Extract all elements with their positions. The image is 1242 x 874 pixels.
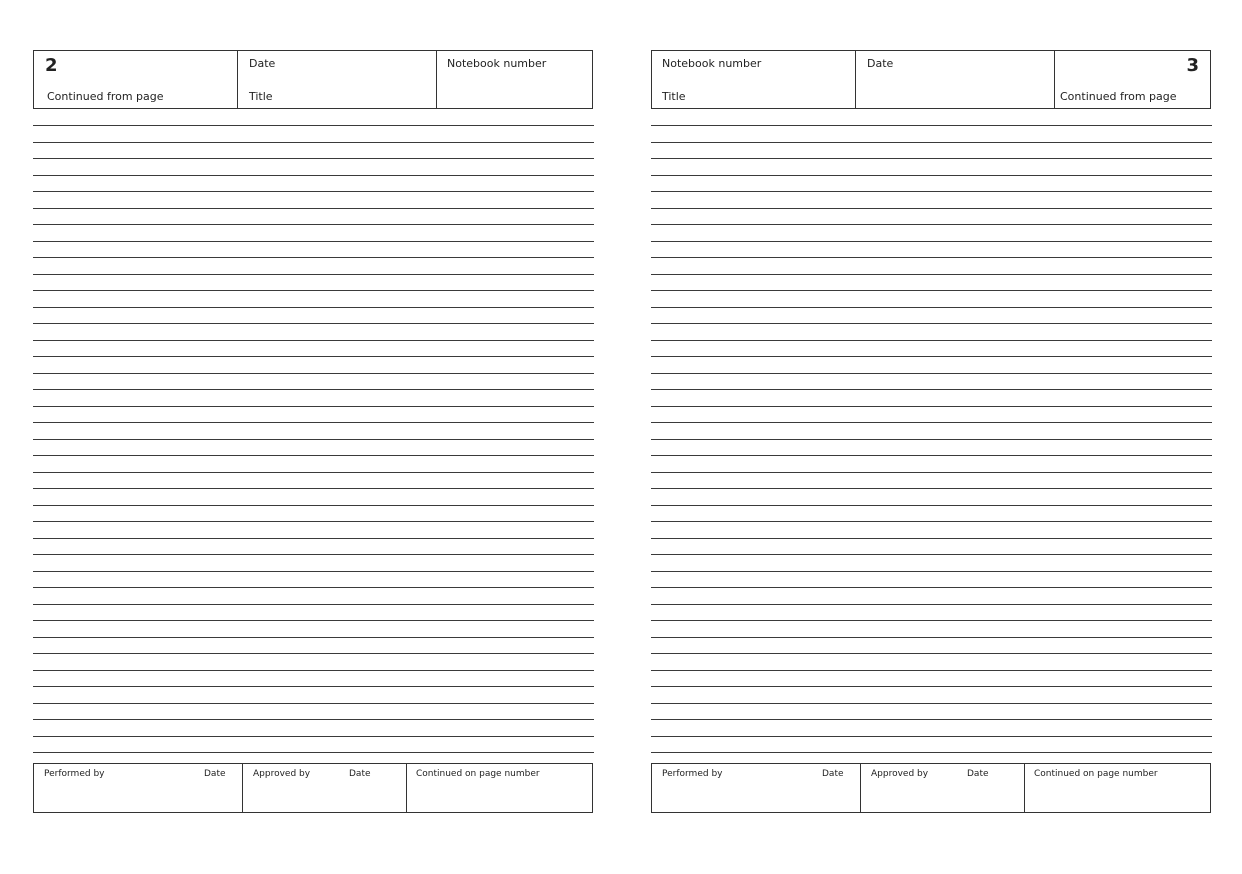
ruled-line bbox=[33, 307, 594, 308]
approved-by-label: Approved by bbox=[871, 769, 929, 779]
ruled-line bbox=[33, 125, 594, 126]
ruled-line bbox=[33, 686, 594, 687]
ruled-line bbox=[651, 554, 1212, 555]
ruled-line bbox=[33, 406, 594, 407]
page-number-cell bbox=[34, 51, 237, 108]
ruled-line bbox=[33, 208, 594, 209]
ruled-line bbox=[651, 521, 1212, 522]
ruled-line bbox=[651, 719, 1212, 720]
performed-date-label: Date bbox=[204, 769, 226, 779]
page-number: 2 bbox=[45, 55, 58, 76]
title-label: Title bbox=[662, 90, 686, 103]
ruled-line bbox=[33, 158, 594, 159]
ruled-line bbox=[651, 620, 1212, 621]
ruled-lines bbox=[33, 125, 594, 753]
ruled-line bbox=[651, 736, 1212, 737]
ruled-line bbox=[651, 290, 1212, 291]
ruled-line bbox=[651, 505, 1212, 506]
left-page bbox=[33, 50, 593, 779]
ruled-line bbox=[651, 356, 1212, 357]
ruled-line bbox=[33, 175, 594, 176]
performed-date-label: Date bbox=[822, 769, 844, 779]
ruled-line bbox=[651, 472, 1212, 473]
ruled-line bbox=[651, 142, 1212, 143]
ruled-line bbox=[651, 538, 1212, 539]
notebook-number-cell bbox=[436, 51, 592, 108]
ruled-line bbox=[33, 505, 594, 506]
ruled-line bbox=[651, 670, 1212, 671]
ruled-line bbox=[651, 340, 1212, 341]
ruled-line bbox=[33, 422, 594, 423]
performed-by-label: Performed by bbox=[44, 769, 105, 779]
ruled-line bbox=[651, 191, 1212, 192]
ruled-line bbox=[33, 323, 594, 324]
ruled-lines bbox=[651, 125, 1212, 753]
ruled-line bbox=[33, 703, 594, 704]
left-page-footer bbox=[33, 763, 593, 813]
ruled-line bbox=[33, 521, 594, 522]
continued-from-label: Continued from page bbox=[1060, 90, 1177, 103]
ruled-line bbox=[33, 554, 594, 555]
ruled-line bbox=[651, 224, 1212, 225]
left-page-header bbox=[33, 50, 593, 109]
continued-from-label: Continued from page bbox=[47, 90, 164, 103]
ruled-line bbox=[651, 373, 1212, 374]
ruled-line bbox=[651, 703, 1212, 704]
right-page-header bbox=[651, 50, 1211, 109]
ruled-line bbox=[651, 307, 1212, 308]
date-label: Date bbox=[867, 57, 894, 70]
page-number: 3 bbox=[1186, 55, 1199, 76]
notebook-title-cell bbox=[652, 51, 855, 108]
continued-on-cell bbox=[406, 764, 592, 812]
ruled-line bbox=[33, 455, 594, 456]
ruled-line bbox=[33, 224, 594, 225]
ruled-line bbox=[33, 274, 594, 275]
ruled-line bbox=[651, 406, 1212, 407]
ruled-line bbox=[651, 653, 1212, 654]
ruled-line bbox=[651, 389, 1212, 390]
ruled-line bbox=[33, 620, 594, 621]
ruled-line bbox=[33, 241, 594, 242]
ruled-line bbox=[651, 241, 1212, 242]
ruled-line bbox=[651, 587, 1212, 588]
ruled-line bbox=[651, 422, 1212, 423]
notebook-number-label: Notebook number bbox=[662, 57, 762, 70]
notebook-number-label: Notebook number bbox=[447, 57, 547, 70]
performed-by-cell bbox=[34, 764, 242, 812]
page-number-cell bbox=[1054, 51, 1210, 108]
ruled-line bbox=[33, 604, 594, 605]
performed-by-cell bbox=[652, 764, 860, 812]
ruled-line bbox=[651, 274, 1212, 275]
ruled-line bbox=[33, 752, 594, 753]
continued-on-label: Continued on page number bbox=[1034, 769, 1158, 779]
ruled-line bbox=[651, 257, 1212, 258]
ruled-line bbox=[651, 571, 1212, 572]
date-cell bbox=[855, 51, 1054, 108]
ruled-line bbox=[33, 719, 594, 720]
ruled-line bbox=[33, 472, 594, 473]
ruled-line bbox=[651, 158, 1212, 159]
date-label: Date bbox=[249, 57, 276, 70]
ruled-line bbox=[33, 538, 594, 539]
ruled-line bbox=[33, 142, 594, 143]
date-title-cell bbox=[237, 51, 436, 108]
ruled-line bbox=[33, 488, 594, 489]
approved-date-label: Date bbox=[967, 769, 989, 779]
ruled-line bbox=[651, 323, 1212, 324]
ruled-line bbox=[33, 257, 594, 258]
right-page-footer bbox=[651, 763, 1211, 813]
ruled-line bbox=[651, 752, 1212, 753]
ruled-line bbox=[33, 587, 594, 588]
ruled-line bbox=[651, 208, 1212, 209]
title-label: Title bbox=[249, 90, 273, 103]
ruled-line bbox=[33, 290, 594, 291]
approved-by-label: Approved by bbox=[253, 769, 311, 779]
approved-by-cell bbox=[860, 764, 1024, 812]
ruled-line bbox=[651, 455, 1212, 456]
ruled-line bbox=[33, 191, 594, 192]
ruled-line bbox=[33, 653, 594, 654]
ruled-line bbox=[651, 686, 1212, 687]
ruled-line bbox=[651, 439, 1212, 440]
continued-on-label: Continued on page number bbox=[416, 769, 540, 779]
ruled-line bbox=[33, 571, 594, 572]
ruled-line bbox=[33, 670, 594, 671]
ruled-line bbox=[33, 637, 594, 638]
approved-date-label: Date bbox=[349, 769, 371, 779]
performed-by-label: Performed by bbox=[662, 769, 723, 779]
ruled-line bbox=[651, 488, 1212, 489]
ruled-line bbox=[33, 389, 594, 390]
ruled-line bbox=[33, 340, 594, 341]
ruled-line bbox=[33, 356, 594, 357]
ruled-line bbox=[651, 125, 1212, 126]
ruled-line bbox=[651, 604, 1212, 605]
ruled-line bbox=[33, 439, 594, 440]
continued-on-cell bbox=[1024, 764, 1210, 812]
ruled-line bbox=[651, 637, 1212, 638]
ruled-line bbox=[33, 736, 594, 737]
ruled-line bbox=[33, 373, 594, 374]
ruled-line bbox=[651, 175, 1212, 176]
right-page bbox=[651, 50, 1211, 779]
approved-by-cell bbox=[242, 764, 406, 812]
